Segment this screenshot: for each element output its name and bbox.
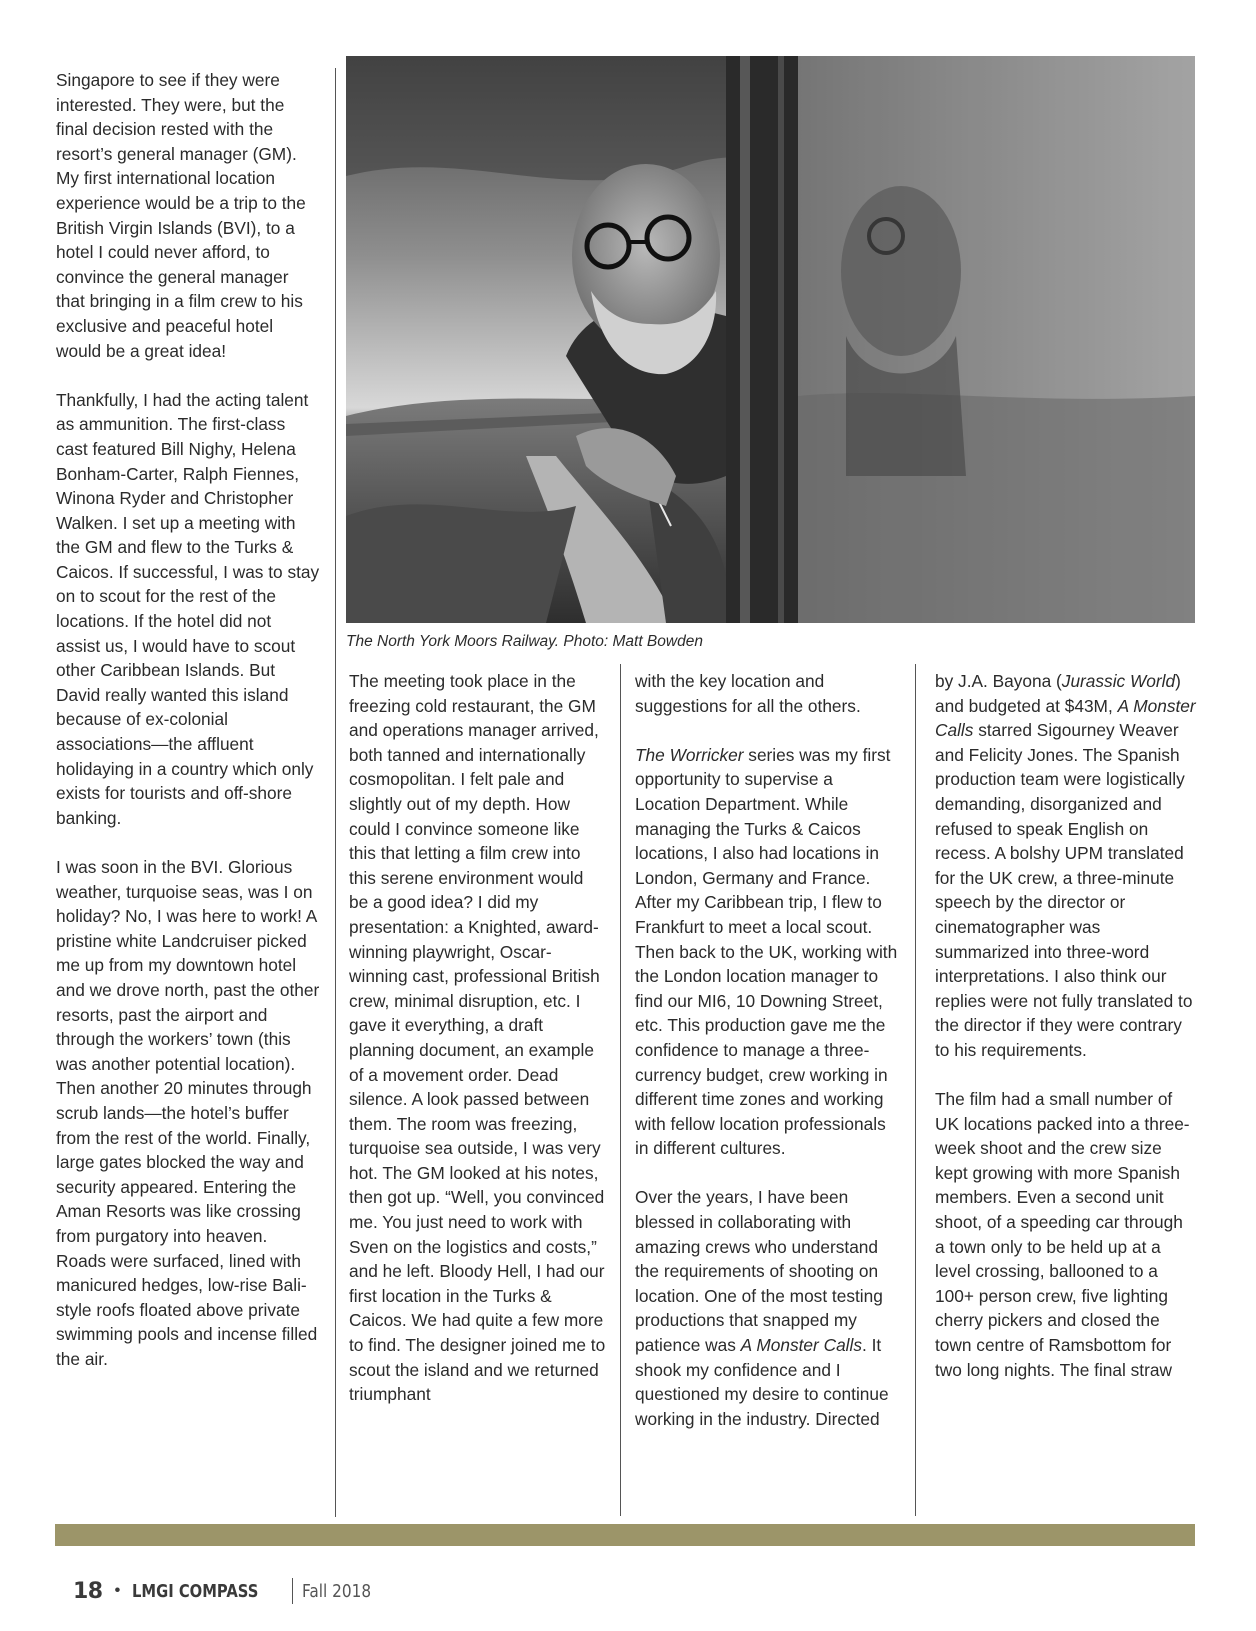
footer-accent-bar — [55, 1524, 1195, 1546]
paragraph: with the key location and suggestions for all the others. — [635, 671, 861, 716]
column-divider — [335, 68, 336, 1517]
page-footer — [73, 1576, 384, 1606]
paragraph: The film had a small number of UK locations packed into a three-week shoot and the crew size kept growing with more Spanish members. Even a second unit shoot, of a speeding car through a town only to be held up at a level crossing, ballooned to a 100+ person crew, five lighting cherry pickers and closed the town centre of Ramsbottom for two long nights. The final straw — [935, 1089, 1190, 1380]
paragraph: The meeting took place in the freezing cold restaurant, the GM and operations manager arrived, both tanned and internationally cosmopolitan. I felt pale and slightly out of my depth. How could I convince someone like this that letting a film crew into this serene environment would be a good idea? I did my presentation: a Knighted, award-winning playwright, Oscar-winning cast, professional British crew, minimal disruption, etc. I gave it everything, a draft planning document, an example of a movement order. Dead silence. A look passed between them. The room was freezing, turquoise sea outside, I was very hot. The GM looked at his notes, then got up. “Well, you convinced me. You just need to work with Sven on the logistics and costs,” and he left. Bloody Hell, I had our first location in the Turks & Caicos. We had quite a few more to find. The designer joined me to scout the island and we returned triumphant — [349, 671, 606, 1405]
paragraph: Over the years, I have been blessed in collaborating with amazing crews who understand the requirements of shooting on location. One of the most testing productions that snapped my patience was A Monster Calls. It shook my confidence and I questioned my desire to continue working in the industry. Directed — [635, 1187, 889, 1429]
train-window-photo-illustration — [346, 56, 1195, 623]
page-number: 18 — [73, 1578, 103, 1604]
column-divider — [620, 664, 621, 1516]
issue-date: Fall 2018 — [302, 1580, 372, 1602]
title-jurassic-world: Jurassic World — [1061, 671, 1176, 691]
paragraph: Singapore to see if they were interested. They were, but the final decision rested with the resort’s general manager (GM). My first international location experience would be a trip to the British Virgin Islands (BVI), to a hotel I could never afford, to convince the general manager that bringing in a film crew to his exclusive and peaceful hotel would be a great idea! — [56, 70, 306, 361]
title-a-monster-calls: A Monster Calls — [740, 1335, 862, 1356]
paragraph: by J.A. Bayona (Jurassic World) and budgeted at $43M, A Monster Calls starred Sigourney Weaver and Felicity Jones. The Spanish production team were logistically demanding, disorganized and refused to speak English on recess. A bolshy UPM translated for the UK crew, a three-minute speech by the director or cinematographer was summarized into three-word interpretations. I also think our replies were not fully translated to the director if they were contrary to his requirements. — [935, 671, 1196, 1060]
title-a-monster-calls: A Monster Calls — [935, 695, 1196, 741]
bullet-separator: • — [114, 1582, 121, 1599]
article-column-1 — [56, 68, 320, 1371]
paragraph: Thankfully, I had the acting talent as ammunition. The first-class cast featured Bill Nighy, Helena Bonham-Carter, Ralph Fiennes, Winona Ryder and Christopher Walken. I set up a meeting with the GM and flew to the Turks & Caicos. If successful, I was to stay on to scout for the rest of the locations. If the hotel did not assist us, I would have to scout other Caribbean Islands. But David really wanted this island because of ex-colonial associations—the affluent holidaying in a country which only exists for tourists and off-shore banking. — [56, 389, 320, 828]
article-column-3 — [635, 669, 899, 1431]
title-the-worricker: The Worricker — [635, 744, 744, 765]
article-column-4 — [935, 669, 1197, 1382]
magazine-name: LMGI COMPASS — [132, 1580, 259, 1602]
photo-caption: The North York Moors Railway. Photo: Matt Bowden — [346, 633, 703, 650]
paragraph: I was soon in the BVI. Glorious weather, turquoise seas, was I on holiday? No, I was here to work! A pristine white Landcruiser picked me up from my downtown hotel and we drove north, past the other resorts, past the airport and through the workers’ town (this was another potential location). Then another 20 minutes through scrub lands—the hotel’s buffer from the rest of the world. Finally, large gates blocked the way and security appeared. Entering the Aman Resorts was like crossing from purgatory into heaven. Roads were surfaced, lined with manicured hedges, low-rise Bali-style roofs floated above private swimming pools and incense filled the air. — [56, 857, 320, 1369]
article-column-2 — [349, 669, 606, 1407]
column-divider — [915, 664, 916, 1516]
article-photo — [346, 56, 1195, 623]
footer-divider — [292, 1578, 293, 1604]
paragraph: The Worricker series was my first opportunity to supervise a Location Department. While managing the Turks & Caicos locations, I also had locations in London, Germany and France. After my Caribbean trip, I flew to Frankfurt to meet a local scout. Then back to the UK, working with the London location manager to find our MI6, 10 Downing Street, etc. This production gave me the confidence to manage a three-currency budget, crew working in different time zones and working with fellow location professionals in different cultures. — [635, 744, 898, 1159]
